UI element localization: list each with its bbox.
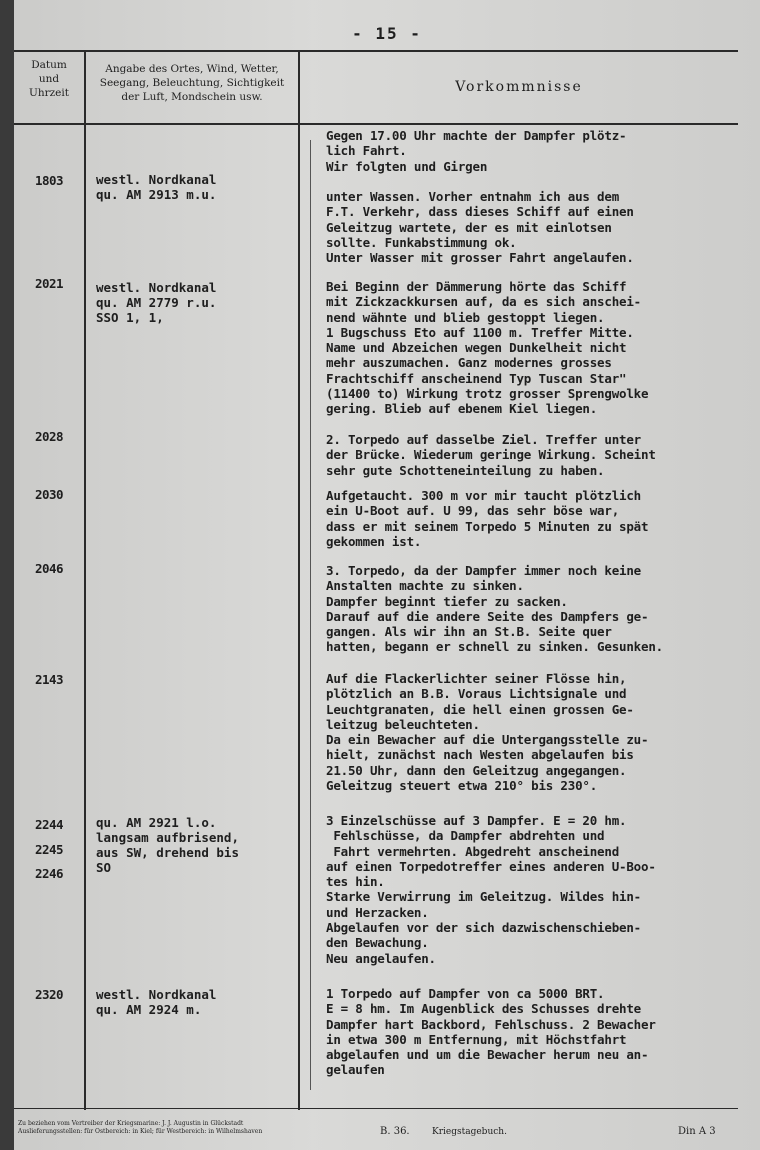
- header-bottom-rule: [14, 123, 738, 125]
- entry-text: 3 Einzelschüsse auf 3 Dampfer. E = 20 hm. Fehlschüsse, da Dampfer abdrehten und Fahrt vermehrten. Abgedreht anscheinend auf einen Torpedotreffer eines anderen U-Boo- tes hin. Starke Verwirrung im Geleitzug. Wildes hin- und Herzacken. Abgelaufen vor der sich dazwischenschieben- den Bewachung. Neu angelaufen.: [326, 813, 656, 966]
- entry-text: Auf die Flackerlichter seiner Flösse hin, plötzlich an B.B. Voraus Lichtsignale und Leuchtgranaten, die hell einen grossen Ge- leitzug beleuchteten. Da ein Bewacher auf die Untergangsstelle zu- hielt, zunächst nach Westen abgelaufen bis 21.50 Uhr, dann den Geleitzug angegangen. Geleitzug steuert etwa 210° bis 230°.: [326, 671, 649, 794]
- entry-time: 2246: [34, 866, 64, 881]
- document-page: [14, 0, 760, 1150]
- entry-text: 3. Torpedo, da der Dampfer immer noch keine Anstalten machte zu sinken. Dampfer beginnt tiefer zu sacken. Darauf auf die andere Seite des Dampfers ge- gangen. Als wir ihn an St.B. Seite quer hatten, begann er schnell zu sinken. Gesunken.: [326, 563, 663, 655]
- entry-place: westl. Nordkanal qu. AM 2779 r.u. SSO 1, 1,: [96, 280, 217, 325]
- entry-time: 2030: [34, 487, 64, 502]
- page-number: - 15 -: [352, 24, 422, 43]
- entry-time: 2046: [34, 561, 64, 576]
- column-divider-2: [298, 50, 300, 1110]
- entry-time: 2244: [34, 817, 64, 832]
- entry-place: westl. Nordkanal qu. AM 2913 m.u.: [96, 172, 217, 202]
- margin-line: [310, 140, 311, 1090]
- entry-time: 2245: [34, 842, 64, 857]
- entry-text: 1 Torpedo auf Dampfer von ca 5000 BRT. E = 8 hm. Im Augenblick des Schusses drehte Dampfer hart Backbord, Fehlschuss. 2 Bewacher in etwa 300 m Entfernung, mit Höchstfahrt abgelaufen und um die Bewacher herum neu an- gelaufen: [326, 986, 656, 1078]
- entry-time: 2320: [34, 987, 64, 1002]
- entry-text: Bei Beginn der Dämmerung hörte das Schiff mit Zickzackkursen auf, da es sich anschei- nend wähnte und blieb gestoppt liegen. 1 Bugschuss Eto auf 1100 m. Treffer Mitte. Name und Abzeichen wegen Dunkelheit nicht mehr auszumachen. Ganz modernes grosses Frachtschiff anscheinend Typ Tuscan Star" (11400 to) Wirkung trotz grosser Sprengwolke gering. Blieb auf ebenem Kiel liegen.: [326, 279, 649, 417]
- footer-form-number: B. 36.: [380, 1126, 410, 1137]
- entry-text: Aufgetaucht. 300 m vor mir taucht plötzlich ein U-Boot auf. U 99, das sehr böse war, dass er mit seinem Torpedo 5 Minuten zu spät gekommen ist.: [326, 488, 649, 549]
- footer-din-format: Din A 3: [678, 1126, 716, 1137]
- footer-rule: [14, 1108, 738, 1109]
- entry-time: 1803: [34, 173, 64, 188]
- entry-time: 2028: [34, 429, 64, 444]
- entry-place: westl. Nordkanal qu. AM 2924 m.: [96, 987, 217, 1017]
- header-events-column: Vorkommnisse: [455, 79, 583, 95]
- entry-time: 2021: [34, 276, 64, 291]
- entry-time: 2143: [34, 672, 64, 687]
- entry-text: Gegen 17.00 Uhr machte der Dampfer plötz- lich Fahrt. Wir folgten und Girgen unter Wassen. Vorher entnahm ich aus dem F.T. Verkehr, dass dieses Schiff auf einen Geleitzug wartete, der es mit einlotsen sollte. Funkabstimmung ok. Unter Wasser mit grosser Fahrt angelaufen.: [326, 128, 634, 266]
- header-top-rule: [14, 50, 738, 52]
- entry-text: 2. Torpedo auf dasselbe Ziel. Treffer unter der Brücke. Wiederum geringe Wirkung. Scheint sehr gute Schotteneinteilung zu haben.: [326, 432, 656, 478]
- header-place-column: Angabe des Ortes, Wind, Wetter, Seegang, Beleuchtung, Sichtigkeit der Luft, Mondschein usw.: [99, 63, 285, 103]
- entry-place: qu. AM 2921 l.o. langsam aufbrisend, aus SW, drehend bis SO: [96, 815, 239, 875]
- footer-printer-note: Zu beziehen vom Vertreiber der Kriegsmarine: J. J. Augustin in Glückstadt Auslieferungsstellen: für Ostbereich: in Kiel; für Westbereich: in Wilhelmshaven: [18, 1120, 263, 1135]
- header-time-column: Datum und Uhrzeit: [29, 59, 69, 99]
- column-divider-1: [84, 50, 86, 1110]
- footer-form-type: Kriegstagebuch.: [432, 1127, 507, 1137]
